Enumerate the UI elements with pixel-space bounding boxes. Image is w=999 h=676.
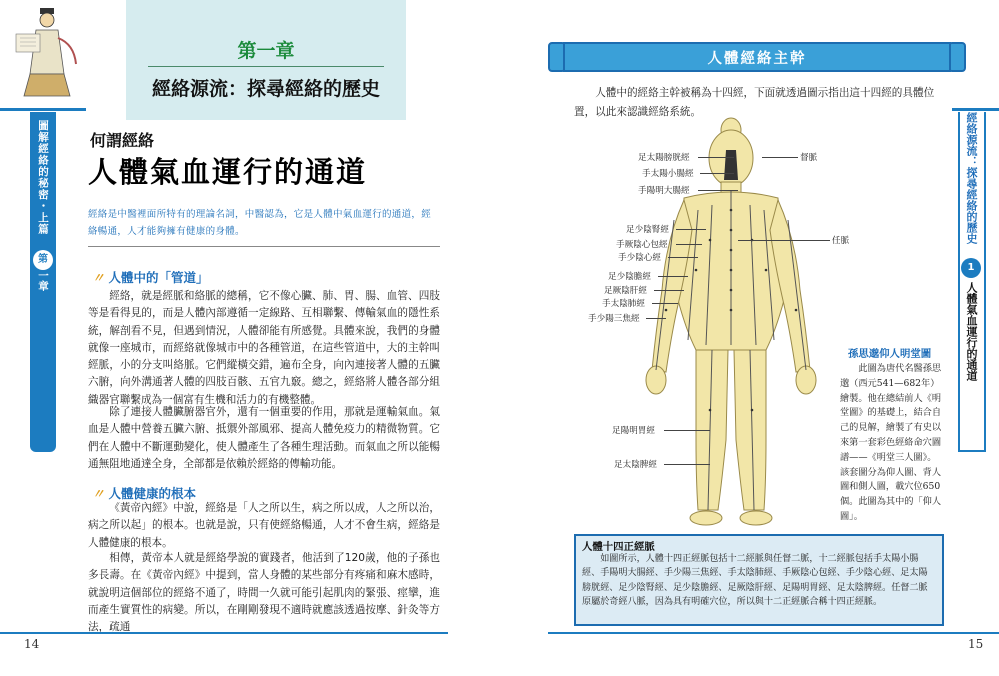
section2-paragraph1: 《黃帝內經》中說，經絡是「人之所以生，病之所以成，人之所以治，病之所以起」的根本。也就是說，只有使經絡暢通，人才不會生病，經絡是人體健康的根本。 [88, 502, 440, 549]
leader-line [738, 240, 830, 241]
leader-line [676, 229, 706, 230]
section-subtitle: 何謂經絡 [90, 131, 155, 150]
brush-icon: 〃 [92, 270, 105, 285]
section1-heading-text: 人體中的「管道」 [108, 270, 209, 285]
section1-paragraph1: 經絡，就是經脈和絡脈的總稱，它不像心臟、肺、胃、腸、血管、四肢等是看得見的，而是人體內部遵循一定線路、互相聯繫、傳輸氣血的隱性系統，解剖看不見，但遇到情況，人體卻能有所感覺。具體來說，我們的身體就像一座城市，而經絡就像城市中的各種管道，在這些管道中，大的主幹叫經脈，小的分支叫絡脈。它們縱橫交錯，遍布全身，向內連接著人體的五臟六腑，向外溝通著人體的四肢百骸、五官九竅。總之，經絡將人體各部分組織器官聯繫成為一個富有生機和活力的有機整體。 [88, 290, 440, 406]
right-tab-badge: 1 [961, 258, 981, 278]
left-tab-book-title: 圖解經絡的秘密・上篇 [37, 120, 49, 235]
meridian-label: 督脈 [800, 153, 818, 163]
meridian-label: 手太陰肺經 [602, 299, 645, 309]
leader-line [698, 157, 734, 158]
brush-icon: 〃 [92, 486, 105, 501]
leader-line [664, 430, 710, 431]
intro-divider [88, 246, 440, 247]
left-tab-top-rule [0, 108, 86, 111]
section1-paragraph2: 除了連接人體臟腑器官外，還有一個重要的作用，那就是運輸氣血。氣血是人體中營養五臟六腑、抵禦外部風邪、提高人體免疫力的精微物質。它們在人體中不斷運動變化，使人體產生了各種生理活動。而氣血之所以能暢通無阻地通達全身，全部都是依賴於經絡的傳輸功能。 [88, 406, 440, 470]
main-title: 人體氣血運行的通道 [88, 155, 368, 189]
right-tab-chapter-title: 經絡源流：探尋經絡的歷史 [965, 112, 978, 244]
intro-paragraph: 經絡是中醫裡面所特有的理論名詞，中醫認為，它是人體中氣血運行的通道，經絡暢通，人才能夠擁有健康的身體。 [88, 209, 432, 237]
chapter-divider [148, 66, 384, 67]
meridian-label: 足太陽膀胱經 [638, 153, 690, 163]
meridian-label: 足少陰膽經 [608, 272, 651, 282]
meridian-label: 足少陰腎經 [626, 225, 669, 235]
leader-line [652, 303, 678, 304]
leader-line [700, 173, 734, 174]
leader-line [658, 276, 688, 277]
left-footer-rule [0, 632, 448, 634]
left-tab-chapter-tail: 一章 [37, 270, 49, 291]
leader-line [676, 244, 702, 245]
leader-line [698, 190, 738, 191]
leader-line [762, 157, 798, 158]
banner-title: 人體經絡主幹 [707, 50, 807, 67]
leader-line [668, 257, 698, 258]
leader-line [646, 318, 666, 319]
left-tab-chapter-badge: 第 [33, 250, 53, 270]
meridian-label: 手陽明大腸經 [638, 186, 690, 196]
ancient-scholar-illustration [14, 4, 84, 100]
caption-title: 孫思邈仰人明堂圖 [848, 348, 932, 360]
meridian-label: 手少陰心經 [618, 253, 661, 263]
info-box-title: 人體十四正經脈 [582, 541, 655, 553]
info-box-text: 如圖所示，人體十四正經脈包括十二經脈與任督二脈，十二經脈包括手太陽小腸經、手陽明大腸經、手少陽三焦經、手太陰肺經、手厥陰心包經、手少陰心經、足太陽膀胱經、足少陰腎經、足少陰膽經、足厥陰肝經、足陽明胃經、足太陰脾經。任督二脈原屬於奇經八脈，因為具有明確穴位，所以與十二正經脈合稱十四正經脈。 [582, 554, 928, 608]
meridian-label: 手太陽小腸經 [642, 169, 694, 179]
page-number-left: 14 [24, 637, 40, 651]
meridian-label: 足太陰脾經 [614, 460, 657, 470]
right-intro-paragraph: 人體中的經絡主幹被稱為十四經，下面就透過圖示指出這十四經的具體位置，以此來認識經絡系統。 [574, 87, 935, 118]
leader-line [664, 464, 710, 465]
meridian-label: 手少陽三焦經 [588, 314, 640, 324]
meridian-label: 足厥陰肝經 [604, 286, 647, 296]
right-footer-rule [548, 632, 999, 634]
chapter-title: 經絡源流：探尋經絡的歷史 [151, 78, 380, 100]
meridian-label: 足陽明胃經 [612, 426, 655, 436]
section-banner [563, 42, 951, 72]
right-tab-top-rule [952, 108, 999, 111]
section2-heading-text: 人體健康的根本 [108, 486, 197, 501]
chapter-number: 第一章 [237, 40, 295, 62]
leader-line [654, 290, 684, 291]
meridian-label: 手厥陰心包經 [616, 240, 668, 250]
meridian-label: 任脈 [832, 236, 850, 246]
section2-paragraph2: 相傳，黃帝本人就是經絡學說的實踐者，他活到了120歲，他的子孫也多長壽。在《黃帝內經》中提到，當人身體的某些部分有疼痛和麻木感時，就說明這個部位的經絡不通了，時間一久就可能引起肌肉的緊張、痙攣，進而產生實質性的病變。所以，在剛剛發現不適時就應該透過按摩、針灸等方法，疏通 [88, 552, 440, 634]
section1-heading [92, 268, 209, 286]
right-tab-section-title: 人體氣血運行的通道 [965, 282, 978, 381]
page-number-right: 15 [968, 637, 984, 651]
caption-text: 此圖為唐代名醫孫思邈（西元541—682年）繪製。他在總結前人《明堂圖》的基礎上，結合自己的見解，繪製了有史以來第一套彩色經絡命穴圖譜——《明堂三人圖》。該套圖分為仰人圖、背人圖和側人圖，載穴位650個。此圖為其中的「仰人圖」。 [840, 363, 942, 522]
